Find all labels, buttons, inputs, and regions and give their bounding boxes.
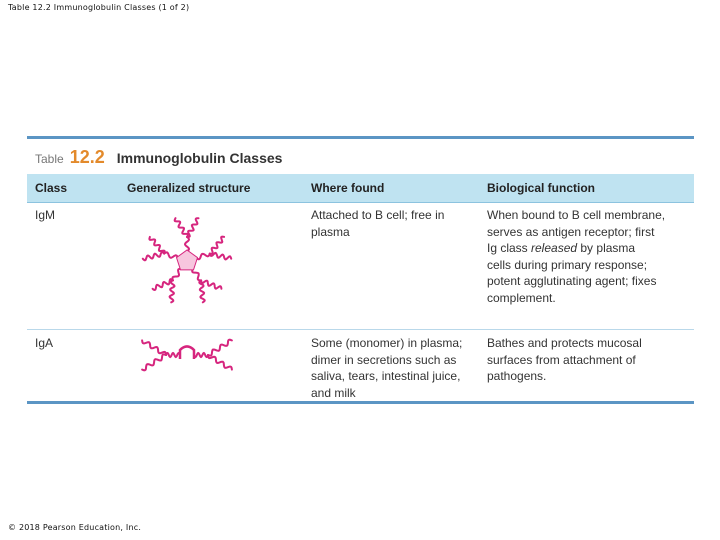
where-found-cell [311, 335, 479, 401]
caption-number: 12.2 [69, 147, 105, 167]
caption-label: Table [35, 152, 64, 166]
where-line: plasma [311, 224, 350, 239]
function-line: potent agglutinating agent; fixes [487, 274, 657, 288]
dimer-antibody-icon [127, 331, 302, 401]
pentamer-antibody-icon [127, 203, 302, 323]
table-header-row [27, 174, 694, 203]
function-line: cells during primary response; [487, 257, 648, 272]
class-cell: IgA [35, 336, 54, 350]
table-caption [35, 147, 282, 171]
function-line: pathogens. [487, 369, 547, 383]
header-class: Class [35, 181, 68, 195]
function-line: serves as antigen receptor; first [487, 224, 655, 239]
header-function: Biological function [487, 181, 595, 195]
where-found-cell [311, 207, 479, 240]
where-line: dimer in secretions such as [311, 352, 457, 367]
header-structure: Generalized structure [127, 181, 251, 195]
where-line: Attached to B cell; free in [311, 208, 445, 222]
function-line: surfaces from attachment of [487, 352, 636, 367]
class-cell: IgM [35, 208, 56, 222]
caption-title: Immunoglobulin Classes [116, 150, 283, 166]
copyright-notice: © 2018 Pearson Education, Inc. [8, 523, 142, 532]
function-cell [487, 335, 682, 385]
where-line: saliva, tears, intestinal juice, [311, 369, 461, 383]
function-cell [487, 207, 682, 306]
immunoglobulin-table [27, 136, 694, 404]
slide-title: Table 12.2 Immunoglobulin Classes (1 of 2) [8, 3, 190, 12]
function-line: When bound to B cell membrane, [487, 208, 666, 222]
table-row-igm [27, 203, 694, 330]
where-line: and milk [311, 385, 356, 400]
function-line: complement. [487, 290, 556, 305]
table-row-iga [27, 331, 694, 404]
where-line: Some (monomer) in plasma; [311, 336, 463, 350]
function-line: Ig class released by plasma [487, 241, 636, 255]
function-line: Bathes and protects mucosal [487, 336, 642, 350]
header-where-found: Where found [311, 181, 385, 195]
